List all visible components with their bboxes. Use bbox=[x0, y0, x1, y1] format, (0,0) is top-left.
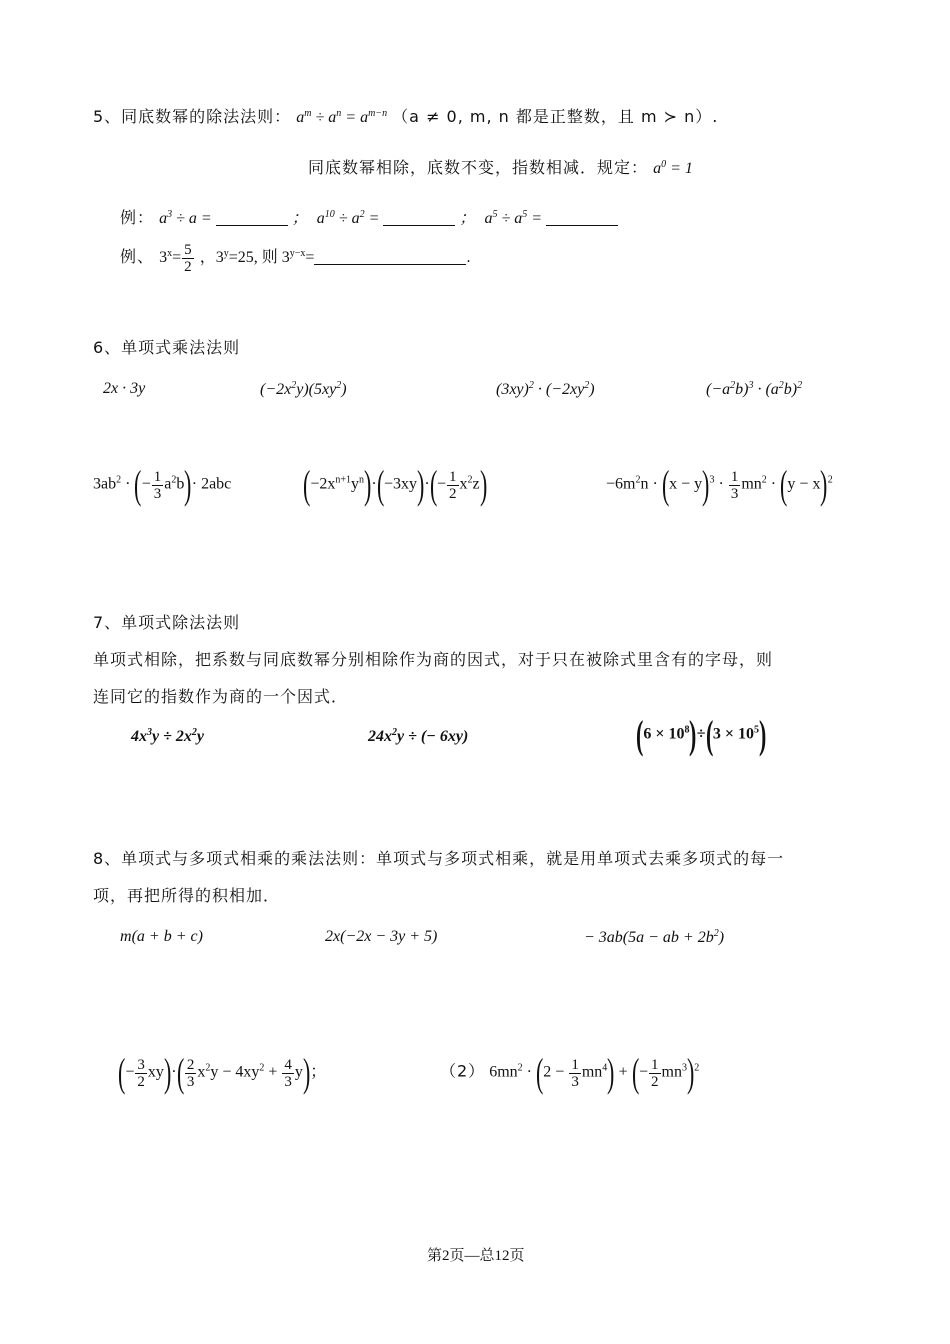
section-8-line-2: 项，再把所得的积相加． bbox=[93, 886, 281, 905]
s8-expr-4: (− $\frac{3}{2}$ xy)·( $\frac{2}{3}$ $x^2y - 4xy^2$ + $\frac{4}{3}$ y)； bbox=[117, 1050, 327, 1095]
example-3: $a^5 \div a^5$ = bbox=[480, 210, 618, 227]
example-2: $a^{10} \div a^2$ = ； bbox=[312, 209, 476, 227]
s6-expr-4: $(-a^2b)^3 \cdot (a^2b)^2$ bbox=[706, 380, 803, 398]
answer-blank-3[interactable] bbox=[546, 211, 618, 226]
s6-expr-2: $(-2x^2y)(5xy^2)$ bbox=[260, 380, 347, 398]
s6-expr-6: $(-2x^{n+1}y^n)\cdot(-3xy)\cdot(-$ $\frac{1}{2}$ $x^2z$) bbox=[302, 462, 487, 507]
section-5-example-2-line bbox=[120, 242, 470, 275]
section-5-description: 同底数幂相除，底数不变，指数相减．规定： bbox=[308, 158, 649, 177]
example-2-expr: $3^x=$ $\frac{5}{2}$ bbox=[159, 242, 192, 275]
answer-blank-4[interactable] bbox=[314, 250, 466, 265]
example-label: 例： bbox=[120, 208, 155, 227]
example-1: $a^3 \div a$ = ； bbox=[159, 209, 308, 227]
section-6-title: 6、单项式乘法法则 bbox=[93, 338, 241, 357]
section-5-desc-line bbox=[308, 155, 693, 178]
s8-label-2: （2） bbox=[440, 1061, 486, 1081]
answer-blank-1[interactable] bbox=[216, 211, 288, 226]
s8-expr-5: （2） $6mn^2 \cdot (2$ − $\frac{1}{3}$ $mn^4$) + (− $\frac{1}{2}$ $mn^3)^2$ bbox=[440, 1050, 700, 1095]
zero-exponent-rule: $a^0 = 1$ bbox=[653, 159, 693, 177]
s7-expr-1: $4x^3y \div 2x^2y$ bbox=[131, 727, 204, 745]
section-5-example-line bbox=[120, 205, 618, 228]
s6-expr-7: $-6m^2n \cdot (x - y)^3$ · $\frac{1}{3}$ $mn^2 \cdot (y - x)^2$ bbox=[606, 462, 833, 507]
section-5-line bbox=[93, 104, 718, 127]
section-7-title: 7、单项式除法法则 bbox=[93, 613, 241, 632]
s6-expr-1: 2x · 3y bbox=[103, 380, 146, 397]
s7-expr-3: $(6 \times 10^8)\div(3 \times 10^5)$ bbox=[635, 712, 767, 757]
section-7-desc-line-2: 连同它的指数作为商的一个因式． bbox=[93, 687, 349, 706]
section-7-desc-line-1: 单项式相除，把系数与同底数幂分别相除作为商的因式，对于只在被除式里含有的字母，则 bbox=[93, 650, 774, 669]
section-5-title: 5、同底数幂的除法法则： bbox=[93, 107, 292, 126]
s7-expr-2: $24x^2y$ ÷ (− 6xy) bbox=[368, 727, 469, 745]
example-2-condition: ，$3^y=25$, 则 $3^{y-x}=$ . bbox=[199, 248, 471, 267]
example-2-label: 例、 bbox=[120, 247, 155, 267]
page-footer: 第2页—总12页 bbox=[427, 1248, 525, 1264]
section-8-line-1: 8、单项式与多项式相乘的乘法法则：单项式与多项式相乘，就是用单项式去乘多项式的每一 bbox=[93, 849, 785, 868]
division-rule-condition: （a ≠ 0, m, n 都是正整数，且 m ≻ n）. bbox=[392, 107, 719, 126]
s6-expr-3: $(3xy)^2 \cdot (-2xy^2)$ bbox=[496, 380, 595, 398]
s8-expr-3: − 3ab(5a − ab + $2b^2$) bbox=[584, 928, 725, 946]
division-rule-formula: $a^m \div a^n = a^{m-n}$ bbox=[296, 108, 388, 126]
answer-blank-2[interactable] bbox=[383, 211, 455, 226]
s8-expr-1: m(a + b + c) bbox=[120, 928, 203, 945]
s6-expr-5: $3ab^2$ · (− $\frac{1}{3}$ $a^2b)\cdot 2abc$ bbox=[93, 462, 232, 507]
s8-expr-2: 2x(−2x − 3y + 5) bbox=[325, 928, 438, 945]
